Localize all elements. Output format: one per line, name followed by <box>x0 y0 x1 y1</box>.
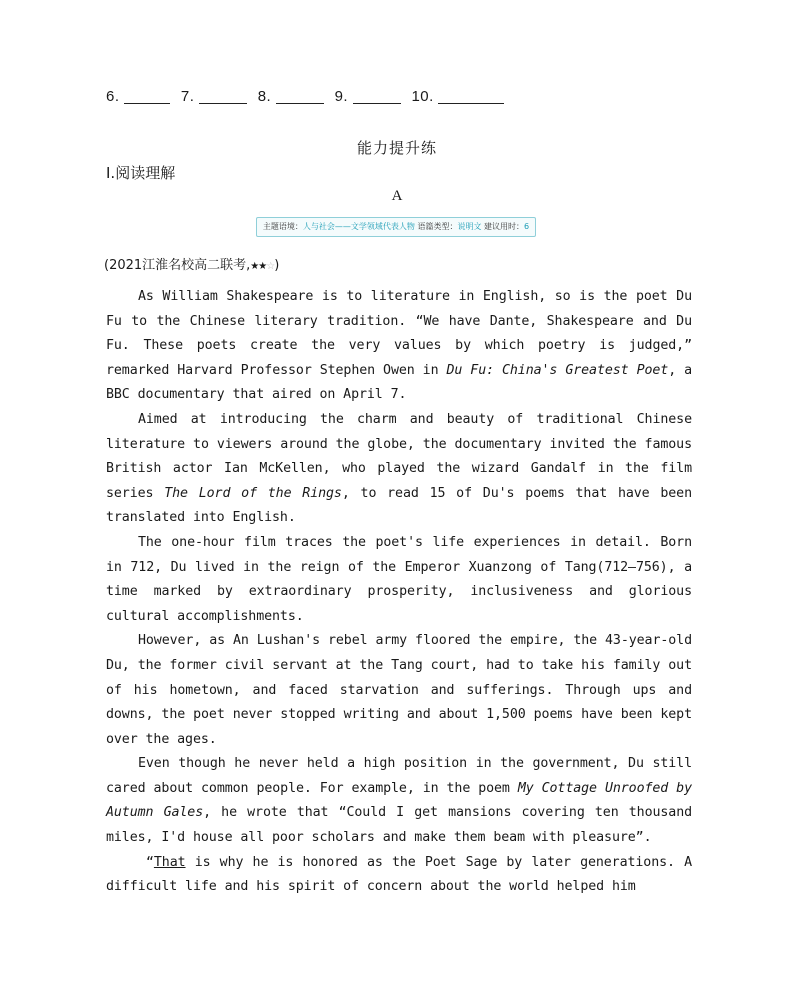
answer-blank-7[interactable] <box>199 88 247 104</box>
paragraph-2-text-a: Aimed at introducing the charm and beauty of traditional Chinese literature to viewers around the globe, the documentary invited the famous British actor Ian McKellen, who played the wizard Gandalf in the film series <box>106 411 692 501</box>
film-series-title: The Lord of the Rings <box>164 485 342 501</box>
answer-label-6: 6. <box>106 88 120 105</box>
paragraph-6-text: is why he is honored as the Poet Sage by later generations. A difficult life and his spirit of concern about the world helped him <box>106 854 692 895</box>
suggested-time-value: 6 <box>524 222 530 231</box>
paragraph-5-text-b: , he wrote that “Could I get mansions covering ten thousand miles, I'd house all poor scholars and make them beam with pleasure”. <box>106 805 693 846</box>
answer-blank-6[interactable] <box>124 88 170 104</box>
star-icon-full: ★★ <box>250 261 267 272</box>
paragraph-3: The one-hour film traces the poet's life experiences in detail. Born in 712, Du lived in the reign of the Emperor Xuanzong of Tang(712—756), a time marked by extraordinary prosperity, inclusiveness and glorious cultural accomplishments. <box>106 534 692 624</box>
answer-label-10: 10. <box>411 88 434 105</box>
documentary-title: Du Fu: China's Greatest Poet <box>446 362 669 378</box>
source-text: (2021江淮名校高二联考, <box>104 258 251 273</box>
topic-info-bar <box>256 217 536 237</box>
paragraph-6 <box>106 851 692 900</box>
paragraph-6-quote: “ <box>146 854 154 870</box>
paragraph-1-text-a: As William Shakespeare is to literature in English, so is the poet Du Fu to the Chinese literary tradition. “We have Dante, Shakespeare and Du Fu. These poets create the very values by which poetry is judged,” remarked Harvard Professor Stephen Owen in <box>106 289 692 378</box>
text-type-key: 语篇类型： <box>414 222 458 231</box>
paragraph-1-text-b: , a BBC documentary that aired on April 7. <box>106 362 693 403</box>
answer-label-8: 8. <box>257 88 272 105</box>
text-type-value: 说明文 <box>457 222 482 231</box>
section-title: 能力提升练 <box>356 139 437 157</box>
answer-blank-8[interactable] <box>276 88 324 104</box>
answer-blank-10[interactable] <box>438 88 504 104</box>
poem-title: My Cottage Unroofed by Autumn Gales <box>106 780 692 821</box>
source-note <box>104 254 279 273</box>
topic-context-key: 主题语境： <box>262 222 303 231</box>
star-icon-empty: ☆ <box>266 261 275 272</box>
paragraph-5 <box>106 752 692 850</box>
answer-label-9: 9. <box>334 88 349 105</box>
answer-blank-9[interactable] <box>353 88 401 104</box>
passage-letter: A <box>391 188 403 204</box>
paragraph-5-text-a: Even though he never held a high position in the government, Du still cared about common people. For example, in the poem <box>106 756 692 796</box>
underlined-word-that: That <box>153 854 186 870</box>
part-title: Ⅰ.阅读理解 <box>106 164 176 182</box>
topic-context-value: 人与社会——文学领域代表人物 <box>302 222 415 231</box>
passage-body <box>106 285 692 900</box>
source-close: ) <box>274 258 280 273</box>
difficulty-stars <box>250 261 274 272</box>
suggested-time-key: 建议用时： <box>481 222 524 231</box>
paragraph-1 <box>106 285 692 408</box>
paragraph-2-text-b: , to read 15 of Du's poems that have been translated into English. <box>106 485 692 526</box>
answer-blanks-row <box>106 88 510 105</box>
paragraph-4: However, as An Lushan's rebel army floored the empire, the 43-year-old Du, the former civil servant at the Tang court, had to take his family out of his hometown, and faced starvation and sufferings. Through ups and downs, the poet never stopped writing and about 1,500 poems have been kept over the ages. <box>106 633 692 747</box>
paragraph-2 <box>106 408 692 531</box>
answer-label-7: 7. <box>180 88 195 105</box>
